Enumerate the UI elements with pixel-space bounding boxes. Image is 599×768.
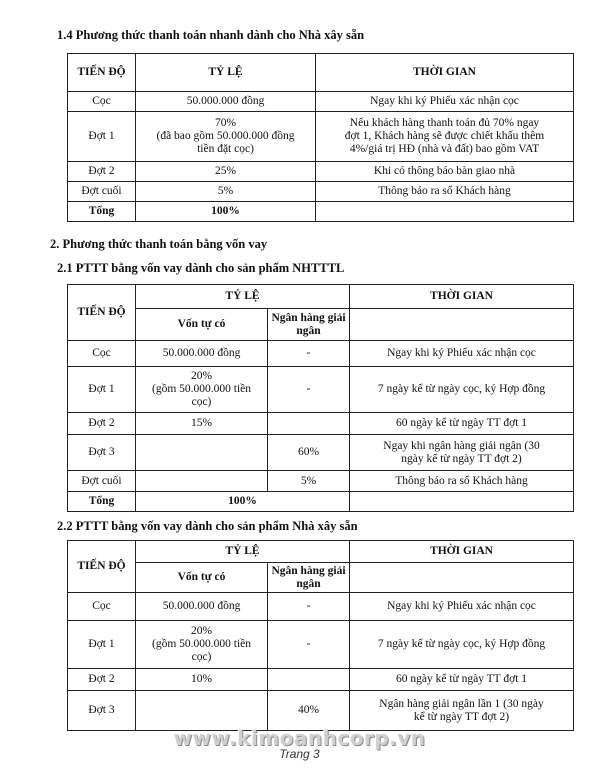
header-rate: TỶ LỆ <box>136 54 316 92</box>
table-2-1-body <box>68 341 574 492</box>
table-row <box>68 341 574 367</box>
cell-line: 15% <box>190 417 213 429</box>
page-number: Trang 3 <box>279 747 320 761</box>
total-value: 100% <box>136 492 350 512</box>
time-cell <box>316 112 574 162</box>
table-row <box>68 435 574 471</box>
header-rate: TỶ LỆ <box>136 541 350 563</box>
own-capital-cell <box>136 341 268 367</box>
bank-disbursement-cell <box>268 471 350 492</box>
stage-cell: Đợt 2 <box>68 162 136 182</box>
bank-disbursement-cell <box>268 341 350 367</box>
cell-line: ngày kể từ ngày TT đợt 2) <box>401 452 522 465</box>
table-subheader-row <box>68 563 574 593</box>
stage-cell: Đợt 1 <box>68 112 136 162</box>
own-capital-cell <box>136 367 268 413</box>
cell-line: 50.000.000 đồng <box>186 95 265 107</box>
header-bank-disbursement: Ngân hàng giải ngân <box>268 309 350 341</box>
table-row <box>68 669 574 691</box>
bank-disbursement-cell <box>268 691 350 731</box>
cell-line: Ngay khi ký Phiếu xác nhận cọc <box>387 600 536 612</box>
cell-line: 5% <box>300 474 317 487</box>
total-time-empty <box>316 202 574 222</box>
time-cell <box>350 691 574 731</box>
time-cell <box>316 92 574 112</box>
own-capital-cell <box>136 471 268 492</box>
time-cell <box>350 621 574 669</box>
header-time: THỜI GIAN <box>316 54 574 92</box>
section-2-1-heading: 2.1 PTTT bằng vốn vay dành cho sản phẩm NHTTTL <box>57 261 345 275</box>
cell-line: Khi có thông báo bàn giao nhà <box>373 165 516 177</box>
stage-cell: Đợt cuối <box>68 182 136 202</box>
stage-cell: Đợt 1 <box>68 367 136 413</box>
cell-line: đợt 1, Khách hàng sẽ được chiết khấu thêm <box>344 130 545 142</box>
table-2-1 <box>67 284 574 512</box>
table-row <box>68 691 574 731</box>
section-2-2-heading: 2.2 PTTT bằng vốn vay dành cho sản phẩm Nhà xây sẵn <box>57 519 358 533</box>
cell-line: Ngay khi ký Phiếu xác nhận cọc <box>370 95 519 107</box>
cell-line: cọc) <box>191 651 212 663</box>
header-bank-disbursement: Ngân hàng giải ngân <box>268 563 350 593</box>
table-total-row <box>68 492 574 512</box>
header-own-capital: Vốn tự có <box>136 563 268 593</box>
stage-cell: Đợt cuối <box>68 471 136 492</box>
rate-cell <box>136 182 316 202</box>
cell-line: 40% <box>297 704 320 716</box>
time-cell <box>350 471 574 492</box>
cell-line: - <box>306 600 311 612</box>
table-row <box>68 413 574 435</box>
time-cell <box>316 162 574 182</box>
cell-line: Nếu khách hàng thanh toán đủ 70% ngay <box>349 117 540 129</box>
cell-line: kể từ ngày TT đợt 2) <box>413 710 510 723</box>
bank-disbursement-cell <box>268 435 350 471</box>
table-row <box>68 621 574 669</box>
total-time-empty <box>350 492 574 512</box>
cell-line: (gồm 50.000.000 tiền <box>151 383 252 395</box>
total-label: Tổng <box>68 492 136 512</box>
table-1-4-body <box>68 92 574 202</box>
cell-line: 60 ngày kể từ ngày TT đợt 1 <box>396 417 528 429</box>
cell-line: 50.000.000 đồng <box>162 347 241 359</box>
cell-line: tiền đặt cọc) <box>197 143 254 155</box>
table-1-4 <box>67 53 574 222</box>
header-time-empty <box>350 309 574 341</box>
stage-cell: Cọc <box>68 593 136 621</box>
rate-cell <box>136 162 316 182</box>
rate-cell <box>136 92 316 112</box>
time-cell <box>316 182 574 202</box>
table-2-2 <box>67 540 574 731</box>
total-value: 100% <box>136 202 316 222</box>
own-capital-cell <box>136 621 268 669</box>
time-cell <box>350 593 574 621</box>
stage-cell: Đợt 2 <box>68 669 136 691</box>
table-row <box>68 182 574 202</box>
time-cell <box>350 413 574 435</box>
own-capital-cell <box>136 593 268 621</box>
cell-line: 4%/giá trị HĐ (nhà và đất) bao gồm VAT <box>349 143 540 155</box>
header-stage: TIẾN ĐỘ <box>68 541 136 593</box>
table-row <box>68 162 574 182</box>
stage-cell: Cọc <box>68 92 136 112</box>
cell-line: 60 ngày kể từ ngày TT đợt 1 <box>396 673 528 685</box>
stage-cell: Đợt 3 <box>68 691 136 731</box>
table-header-row <box>68 541 574 563</box>
stage-cell: Đợt 2 <box>68 413 136 435</box>
cell-line: 10% <box>190 673 213 685</box>
table-row <box>68 471 574 492</box>
table-total-row <box>68 202 574 222</box>
cell-line: Ngay khi ngân hàng giải ngân (30 <box>383 439 540 452</box>
website-watermark: www.kimoanhcorp.vn <box>173 726 426 750</box>
table-row <box>68 367 574 413</box>
bank-disbursement-cell <box>268 367 350 413</box>
cell-line: 50.000.000 đồng <box>162 600 241 612</box>
header-rate: TỶ LỆ <box>136 285 350 309</box>
header-stage: TIẾN ĐỘ <box>68 285 136 341</box>
table-row <box>68 593 574 621</box>
cell-line: 60% <box>297 446 320 458</box>
cell-line: 25% <box>214 165 237 177</box>
cell-line: Thông báo ra sổ Khách hàng <box>395 474 528 487</box>
cell-line: 20% <box>190 370 213 382</box>
cell-line: (gồm 50.000.000 tiền <box>151 638 252 650</box>
time-cell <box>350 435 574 471</box>
header-own-capital: Vốn tự có <box>136 309 268 341</box>
stage-cell: Cọc <box>68 341 136 367</box>
header-stage: TIẾN ĐỘ <box>68 54 136 92</box>
cell-line: Thông báo ra sổ Khách hàng <box>378 185 511 197</box>
own-capital-cell <box>136 691 268 731</box>
own-capital-cell <box>136 669 268 691</box>
table-subheader-row <box>68 309 574 341</box>
table-row <box>68 112 574 162</box>
cell-line: Ngân hàng giải ngân lần 1 (30 ngày <box>379 697 544 710</box>
section-2-heading: 2. Phương thức thanh toán bằng vốn vay <box>50 237 268 251</box>
cell-line: 7 ngày kể từ ngày cọc, ký Hợp đồng <box>377 383 546 395</box>
stage-cell: Đợt 3 <box>68 435 136 471</box>
rate-cell <box>136 112 316 162</box>
bank-disbursement-cell <box>268 413 350 435</box>
own-capital-cell <box>136 413 268 435</box>
cell-line: cọc) <box>191 396 212 408</box>
header-time: THỜI GIAN <box>350 285 574 309</box>
bank-disbursement-cell <box>268 669 350 691</box>
cell-line: (đã bao gồm 50.000.000 đồng <box>156 130 295 142</box>
cell-line: 20% <box>190 625 213 637</box>
table-header-row <box>68 54 574 92</box>
bank-disbursement-cell <box>268 621 350 669</box>
section-1-4-heading: 1.4 Phương thức thanh toán nhanh dành cho Nhà xây sẵn <box>57 28 365 42</box>
cell-line: - <box>306 347 311 359</box>
own-capital-cell <box>136 435 268 471</box>
bank-disbursement-cell <box>268 593 350 621</box>
cell-line: 70% <box>214 117 237 129</box>
table-header-row <box>68 285 574 309</box>
cell-line: - <box>306 383 311 395</box>
cell-line: 7 ngày kể từ ngày cọc, ký Hợp đồng <box>377 638 546 650</box>
time-cell <box>350 341 574 367</box>
header-time-empty <box>350 563 574 593</box>
cell-line: - <box>306 638 311 650</box>
time-cell <box>350 669 574 691</box>
table-row <box>68 92 574 112</box>
cell-line: 5% <box>217 185 234 197</box>
time-cell <box>350 367 574 413</box>
cell-line: Ngay khi ký Phiếu xác nhận cọc <box>387 347 536 359</box>
table-2-2-body <box>68 593 574 731</box>
header-time: THỜI GIAN <box>350 541 574 563</box>
stage-cell: Đợt 1 <box>68 621 136 669</box>
total-label: Tổng <box>68 202 136 222</box>
